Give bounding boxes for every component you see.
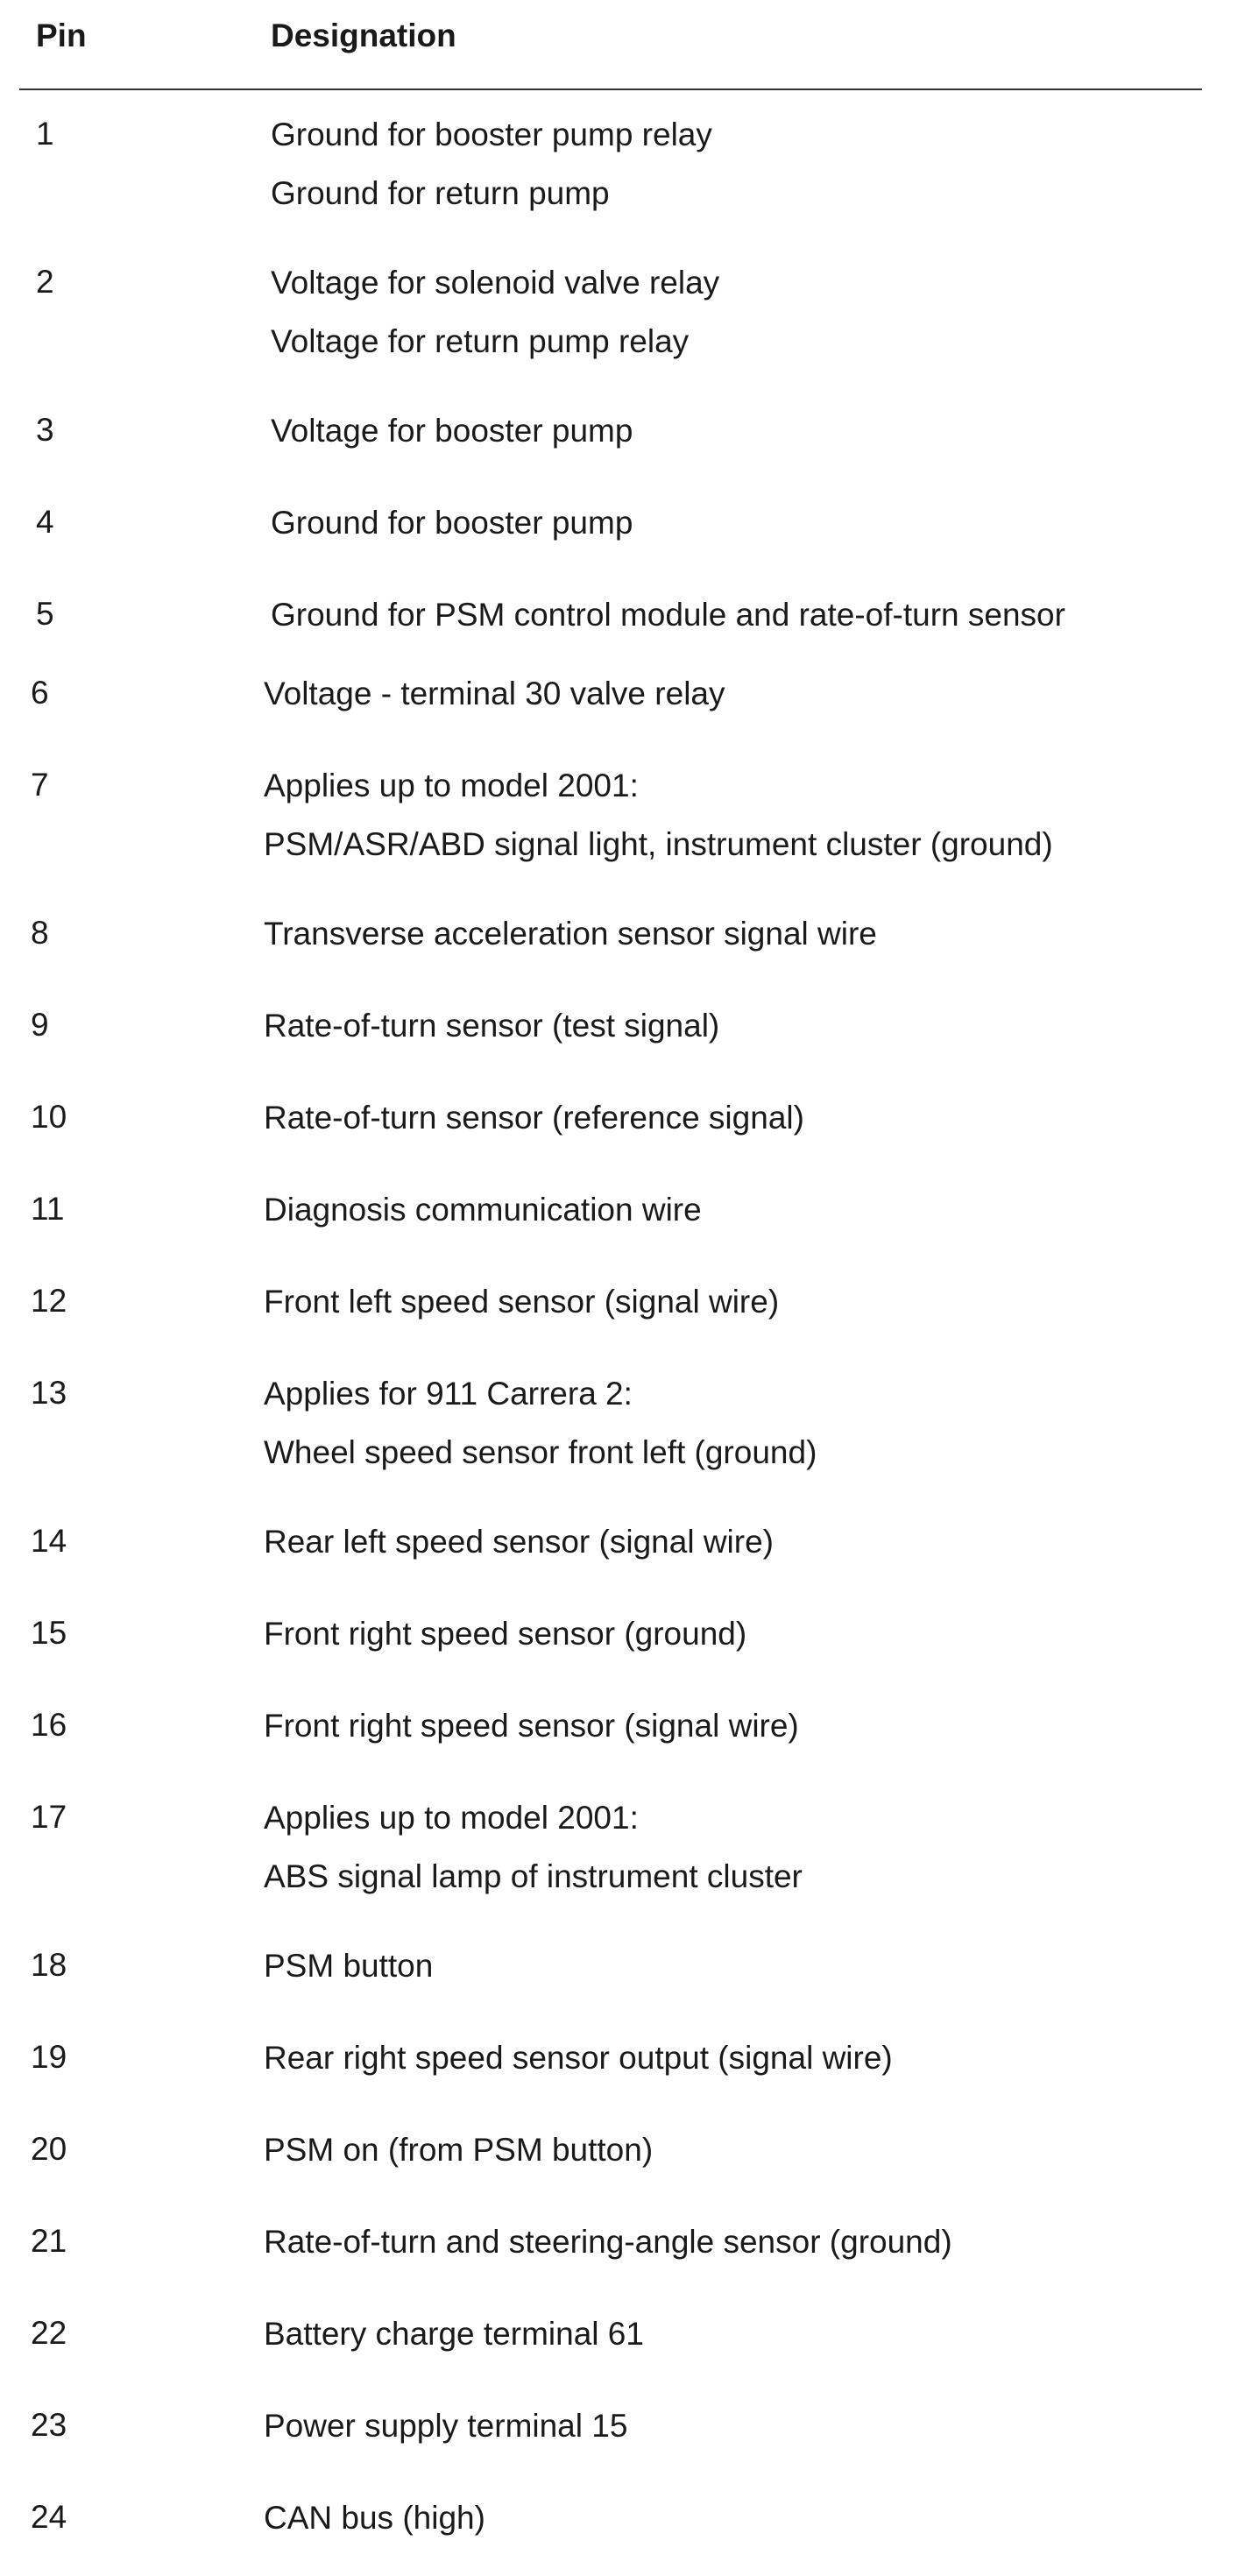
designation-column-header: Designation: [271, 18, 456, 53]
designation-line: Power supply terminal 15: [264, 2408, 628, 2444]
pin-designation: [271, 493, 633, 552]
pin-designation: [264, 1364, 817, 1482]
pin-number: 9: [31, 1007, 49, 1043]
designation-line: Wheel speed sensor front left (ground): [264, 1434, 817, 1470]
pin-number: 22: [31, 2315, 67, 2351]
pin-designation: [264, 2488, 485, 2547]
pin-designation: [264, 756, 1053, 874]
pin-designation: [264, 1512, 774, 1571]
pin-number: 16: [31, 1707, 67, 1743]
designation-line: ABS signal lamp of instrument cluster: [264, 1858, 803, 1894]
pin-number: 15: [31, 1615, 67, 1651]
pin-number: 13: [31, 1375, 67, 1411]
pin-number: 14: [31, 1523, 67, 1559]
designation-line: Applies for 911 Carrera 2:: [264, 1376, 633, 1412]
pin-designation: [264, 664, 725, 723]
pin-number: 3: [36, 412, 54, 448]
designation-line: Voltage - terminal 30 valve relay: [264, 676, 725, 711]
pin-designation: [264, 2120, 653, 2179]
pin-number: 20: [31, 2131, 67, 2167]
designation-line: Battery charge terminal 61: [264, 2316, 644, 2352]
designation-line: Rate-of-turn sensor (reference signal): [264, 1100, 804, 1136]
pin-designation: [271, 253, 719, 371]
pin-designation: [264, 1272, 779, 1331]
pin-number: 19: [31, 2039, 67, 2075]
pin-designation: [271, 105, 712, 223]
designation-line: Ground for booster pump relay: [271, 117, 712, 152]
designation-line: Applies up to model 2001:: [264, 768, 639, 803]
pin-designation: [264, 904, 877, 963]
pin-number: 10: [31, 1099, 67, 1135]
table-header: [0, 0, 1202, 91]
designation-line: PSM/ASR/ABD signal light, instrument cluster (ground): [264, 826, 1053, 862]
designation-line: Rate-of-turn and steering-angle sensor (ground): [264, 2224, 952, 2260]
designation-line: PSM on (from PSM button): [264, 2132, 654, 2168]
pin-number: 18: [31, 1947, 67, 1983]
pin-designation: [264, 2212, 952, 2271]
designation-line: CAN bus (high): [264, 2500, 485, 2536]
designation-line: Front right speed sensor (ground): [264, 1616, 747, 1652]
pin-designation: [271, 585, 1065, 644]
pin-designation: [264, 996, 719, 1055]
pin-designation: [264, 1180, 702, 1239]
designation-line: Applies up to model 2001:: [264, 1800, 639, 1836]
pin-number: 6: [31, 675, 49, 711]
designation-line: Diagnosis communication wire: [264, 1192, 702, 1228]
designation-line: Voltage for booster pump: [271, 413, 633, 449]
pin-designation: [264, 2396, 627, 2455]
pin-designation: [264, 2028, 893, 2087]
pin-number: 2: [36, 264, 54, 300]
header-divider: [19, 88, 1202, 90]
pin-number: 23: [31, 2407, 67, 2443]
designation-line: Voltage for solenoid valve relay: [271, 265, 720, 301]
pin-number: 21: [31, 2223, 67, 2259]
pin-designation: [264, 1936, 433, 1995]
pin-number: 8: [31, 915, 49, 951]
pin-designation: [264, 1788, 803, 1906]
designation-line: Ground for return pump: [271, 175, 610, 211]
designation-line: PSM button: [264, 1948, 434, 1984]
designation-line: Rear left speed sensor (signal wire): [264, 1524, 774, 1560]
pin-number: 4: [36, 504, 54, 540]
pin-number: 5: [36, 596, 54, 632]
designation-line: Rear right speed sensor output (signal wire): [264, 2040, 893, 2076]
designation-line: Ground for PSM control module and rate-of-turn sensor: [271, 597, 1065, 633]
designation-line: Voltage for return pump relay: [271, 323, 690, 359]
pin-number: 24: [31, 2499, 67, 2535]
pin-number: 11: [31, 1191, 65, 1227]
pin-number: 1: [36, 116, 54, 152]
pin-designation: [264, 1696, 799, 1755]
pin-number: 12: [31, 1283, 67, 1319]
designation-line: Rate-of-turn sensor (test signal): [264, 1008, 720, 1044]
designation-line: Front right speed sensor (signal wire): [264, 1708, 799, 1744]
pin-number: 17: [31, 1799, 67, 1835]
pin-number: 7: [31, 767, 49, 803]
pin-designation: [264, 2304, 644, 2363]
designation-line: Ground for booster pump: [271, 505, 633, 541]
pin-designation: [264, 1604, 746, 1663]
pin-column-header: Pin: [36, 18, 87, 53]
designation-line: Front left speed sensor (signal wire): [264, 1284, 780, 1320]
pin-designation: [264, 1088, 804, 1147]
pin-designation: [271, 401, 633, 460]
designation-line: Transverse acceleration sensor signal wire: [264, 916, 877, 952]
